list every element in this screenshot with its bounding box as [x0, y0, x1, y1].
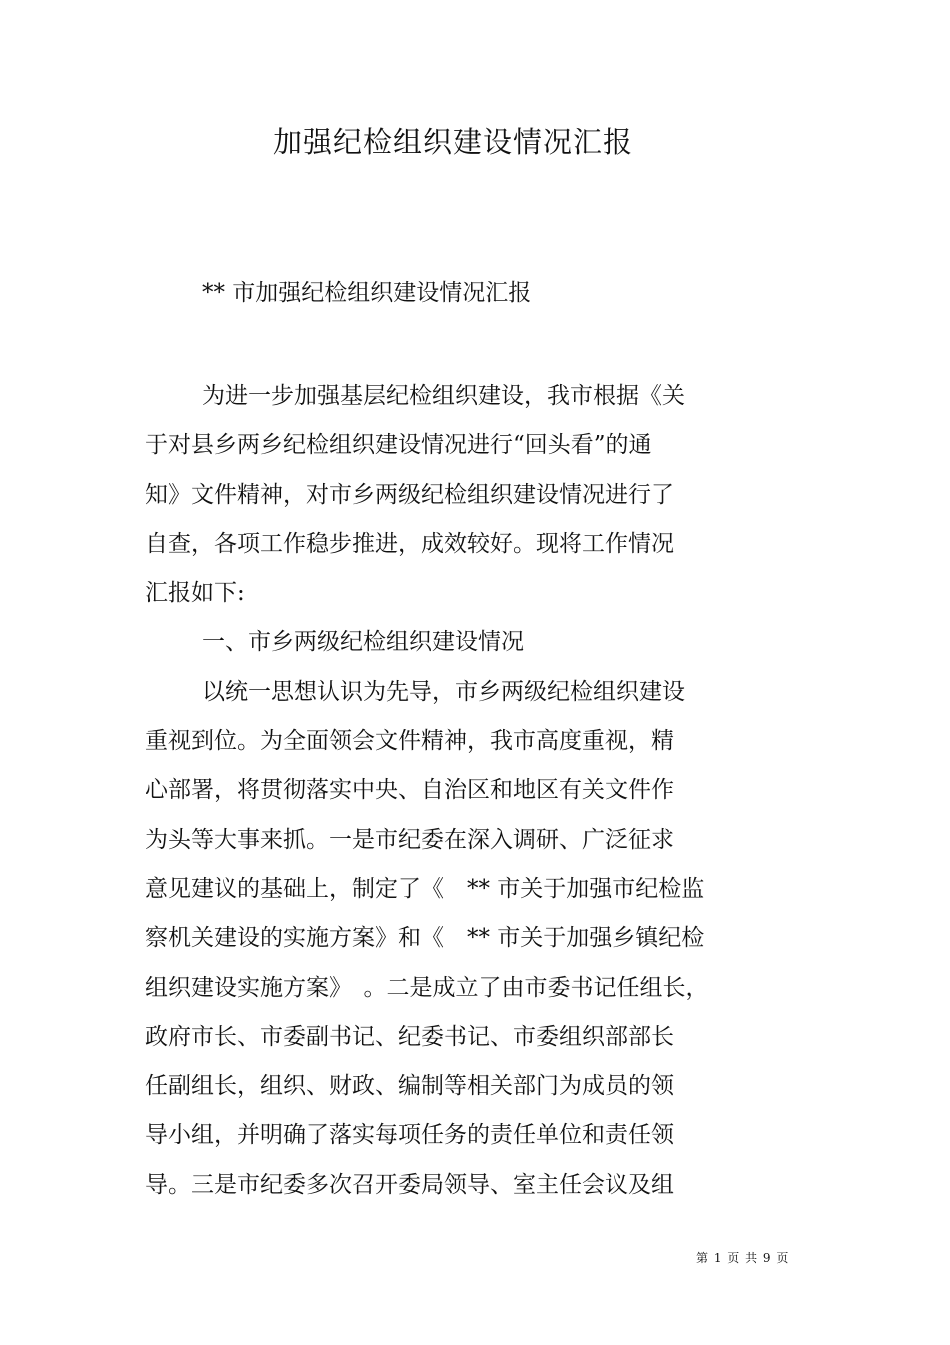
body-line: 以统一思想认识为先导，市乡两级纪检组织建设	[202, 678, 685, 705]
body-line: 为进一步加强基层纪检组织建设，我市根据《关	[202, 383, 685, 409]
body-line: 重视到位。为全面领会文件精神，我市高度重视，精	[145, 728, 674, 755]
body-line: 为头等大事来抓。一是市纪委在深入调研、广泛征求	[145, 826, 674, 853]
body-line: 任副组长，组织、财政、编制等相关部门为成员的领	[145, 1073, 674, 1100]
section-heading: 一、市乡两级纪检组织建设情况	[202, 629, 524, 656]
body-line: 汇报如下:	[145, 580, 245, 607]
body-line: 政府市长、市委副书记、纪委书记、市委组织部部长	[145, 1023, 674, 1050]
document-subtitle: ** 市加强纪检组织建设情况汇报	[202, 280, 532, 306]
body-line: 意见建议的基础上，制定了《 ** 市关于加强市纪检监	[145, 875, 705, 902]
page-number-footer: 第 1 页 共 9 页	[696, 1251, 790, 1265]
document-body	[145, 372, 795, 1210]
body-line: 察机关建设的实施方案》和《 ** 市关于加强乡镇纪检	[145, 925, 705, 952]
body-line: 自查，各项工作稳步推进，成效较好。现将工作情况	[145, 530, 674, 557]
body-line: 心部署，将贯彻落实中央、自治区和地区有关文件作	[145, 777, 674, 804]
body-line: 于对县乡两乡纪检组织建设情况进行“回头看”的通	[145, 432, 652, 459]
body-line: 组织建设实施方案》 。二是成立了由市委书记任组长，	[145, 974, 709, 1001]
body-line: 知》文件精神，对市乡两级纪检组织建设情况进行了	[145, 481, 674, 508]
document-title: 加强纪检组织建设情况汇报	[272, 125, 633, 159]
body-line: 导小组，并明确了落实每项任务的责任单位和责任领	[145, 1122, 674, 1149]
body-line: 导。三是市纪委多次召开委局领导、室主任会议及组	[145, 1171, 674, 1198]
